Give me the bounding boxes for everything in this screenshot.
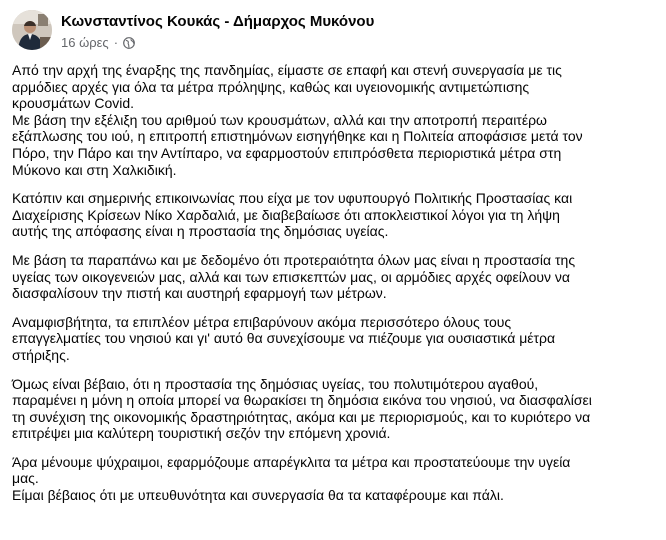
post-timestamp[interactable]: 16 ώρες <box>61 35 109 50</box>
post-text-line: διασφαλίσουν την πιστή και αυστηρή εφαρμογή των μέτρων. <box>12 285 387 302</box>
post-text-line: αυτής της απόφασης είναι η προστασία της δημόσιας υγείας. <box>12 223 389 240</box>
meta-separator: · <box>113 35 119 50</box>
post-paragraph <box>12 454 660 504</box>
post-text-line: Πόρο, την Πάρο και την Αντίπαρο, να εφαρμοστούν επιπρόσθετα περιοριστικά μέτρα στη <box>12 144 562 161</box>
post-text-line: επιτρέψει μια καλύτερη τουριστική σεζόν την επόμενη χρονιά. <box>12 425 391 442</box>
post-text-line: Κατόπιν και σημερινής επικοινωνίας που είχα με τον υφυπουργό Πολιτικής Προστασίας και <box>12 190 573 207</box>
post-text-line: στήριξης. <box>12 346 70 363</box>
author-name[interactable]: Κωνσταντίνος Κουκάς - Δήμαρχος Μυκόνου <box>61 13 375 30</box>
post-text-line: τη συνέχιση της οικονομικής δραστηριότητας, ακόμα και με περιορισμούς, και το κυριότερο να <box>12 408 591 425</box>
post-paragraph <box>12 190 660 240</box>
post-text-line: παραμένει η μόνη η οποία μπορεί να θωρακίσει τη δημόσια εικόνα του νησιού, να διασφαλίσει <box>12 392 592 409</box>
post-text-line: Είμαι βέβαιος ότι με υπευθυνότητα και συνεργασία θα τα καταφέρουμε και πάλι. <box>12 487 504 504</box>
post-paragraph <box>12 62 660 178</box>
post-body <box>12 62 660 516</box>
post-text-line: υγείας των οικογενειών μας, αλλά και των επισκεπτών μας, οι αρμόδιες αρχές οφείλουν να <box>12 268 571 285</box>
post-text-line: Αναμφισβήτητα, τα επιπλέον μέτρα επιβαρύνουν ακόμα περισσότερο όλους τους <box>12 313 512 330</box>
post-header <box>12 10 374 50</box>
post-paragraph <box>12 376 660 442</box>
post-text-line: Διαχείρισης Κρίσεων Νίκο Χαρδαλιά, με διαβεβαίωσε ότι αποκλειστικοί λόγοι για τη λήψη <box>12 206 560 223</box>
globe-icon[interactable] <box>123 37 135 49</box>
header-text <box>61 10 374 51</box>
post-paragraph <box>12 252 660 302</box>
post-meta <box>61 35 374 51</box>
post-paragraph <box>12 314 660 364</box>
post-text-line: αρμόδιες αρχές για όλα τα μέτρα πρόληψης, καθώς και υγειονομικής αντιμετώπισης <box>12 78 530 95</box>
post-text-line: κρουσμάτων Covid. <box>12 95 135 112</box>
post-text-line: Από την αρχή της έναρξης της πανδημίας, είμαστε σε επαφή και στενή συνεργασία με τις <box>12 62 562 78</box>
avatar[interactable] <box>12 10 52 50</box>
post-text-line: Άρα μένουμε ψύχραιμοι, εφαρμόζουμε απαρέγκλιτα τα μέτρα και προστατεύουμε την υγεία <box>12 453 571 470</box>
post-text-line: μας. <box>12 470 39 487</box>
post-text-line: Μύκονο και στη Χαλκιδική. <box>12 161 177 178</box>
post-text-line: Με βάση την εξέλιξη του αριθμού των κρουσμάτων, αλλά και την αποτροπή περαιτέρω <box>12 111 547 128</box>
avatar-photo-icon <box>12 10 52 50</box>
post-text-line: επαγγελματίες του νησιού και γι' αυτό θα συνεχίσουμε να πιέζουμε για ουσιαστικά μέτρα <box>12 330 556 347</box>
post-text-line: Με βάση τα παραπάνω και με δεδομένο ότι προτεραιότητα όλων μας είναι η προστασία της <box>12 251 576 268</box>
post-text-line: εξάπλωσης του ιού, η επιτροπή επιστημόνων εισηγήθηκε και η Πολιτεία αποφάσισε μετά τον <box>12 128 583 145</box>
post-text-line: Όμως είναι βέβαιο, ότι η προστασία της δημόσιας υγείας, του πολυτιμότερου αγαθού, <box>12 375 539 392</box>
